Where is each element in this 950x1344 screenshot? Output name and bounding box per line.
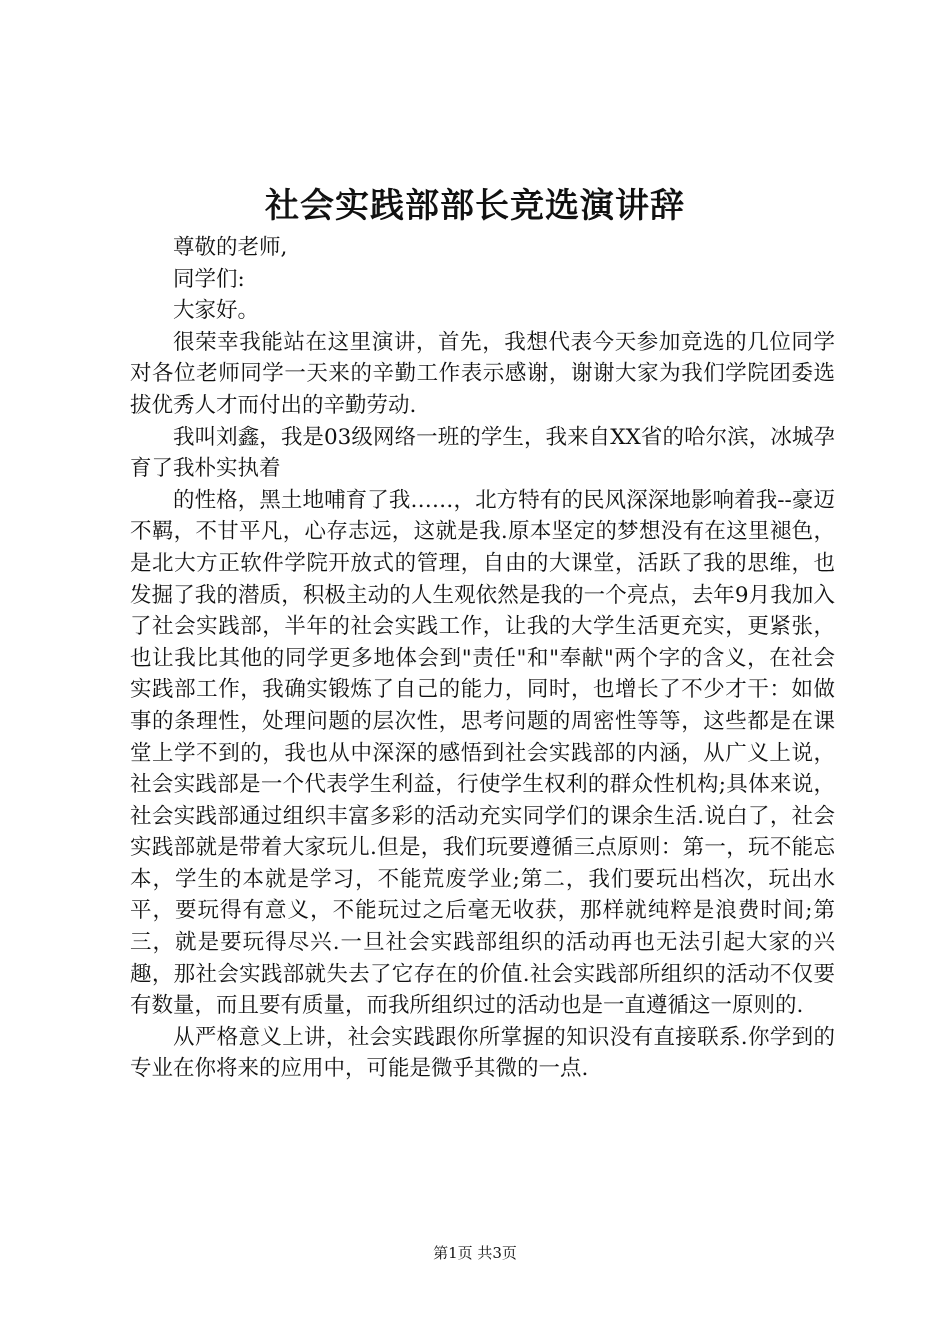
salutation-students: 同学们: <box>173 266 245 292</box>
paragraph-practice-meaning: 从严格意义上讲，社会实践跟你所掌握的知识没有直接联系.你学到的专业在你将来的应用中，可能是微乎其微的一点. <box>130 1024 835 1082</box>
paragraph-intro: 很荣幸我能站在这里演讲，首先，我想代表今天参加竞选的几位同学对各位老师同学一天来的辛勤工作表示感谢，谢谢大家为我们学院团委选拔优秀人才而付出的辛勤劳动. <box>130 329 835 418</box>
document-body <box>130 232 835 1085</box>
paragraph-self-intro: 我叫刘鑫，我是03级网络一班的学生，我来自XX省的哈尔滨，冰城孕育了我朴实执着 <box>130 424 835 482</box>
document-title: 社会实践部部长竞选演讲辞 <box>265 186 685 226</box>
salutation-teachers: 尊敬的老师, <box>173 235 288 260</box>
greeting: 大家好。 <box>173 298 260 324</box>
paragraph-experience: 的性格，黑土地哺育了我……，北方特有的民风深深地影响着我--豪迈不羁，不甘平凡，心存志远，这就是我.原本坚定的梦想没有在这里褪色，是北大方正软件学院开放式的管理，自由的大课堂，活跃了我的思维，也发掘了我的潜质，积极主动的人生观依然是我的一个亮点，去年9月我加入了社会实践部，半年的社会实践工作，让我的大学生活更充实，更紧张，也让我比其他的同学更多地体会到"责任"和"奉献"两个字的含义，在社会实践部工作，我确实锻炼了自己的能力，同时，也增长了不少才干：如做事的条理性，处理问题的层次性，思考问题的周密性等等，这些都是在课堂上学不到的，我也从中深深的感悟到社会实践部的内涵，从广义上说，社会实践部是一个代表学生利益，行使学生权利的群众性机构;具体来说，社会实践部通过组织丰富多彩的活动充实同学们的课余生活.说白了，社会实践部就是带着大家玩儿.但是，我们玩要遵循三点原则：第一，玩不能忘本，学生的本就是学习，不能荒废学业;第二，我们要玩出档次，玩出水平，要玩得有意义，不能玩过之后毫无收获，那样就纯粹是浪费时间;第三，就是要玩得尽兴.一旦社会实践部组织的活动再也无法引起大家的兴趣，那社会实践部就失去了它存在的价值.社会实践部所组织的活动不仅要有数量，而且要有质量，而我所组织过的活动也是一直遵循这一原则的. <box>130 487 835 1019</box>
page-number-footer: 第1页 共3页 <box>433 1244 517 1262</box>
